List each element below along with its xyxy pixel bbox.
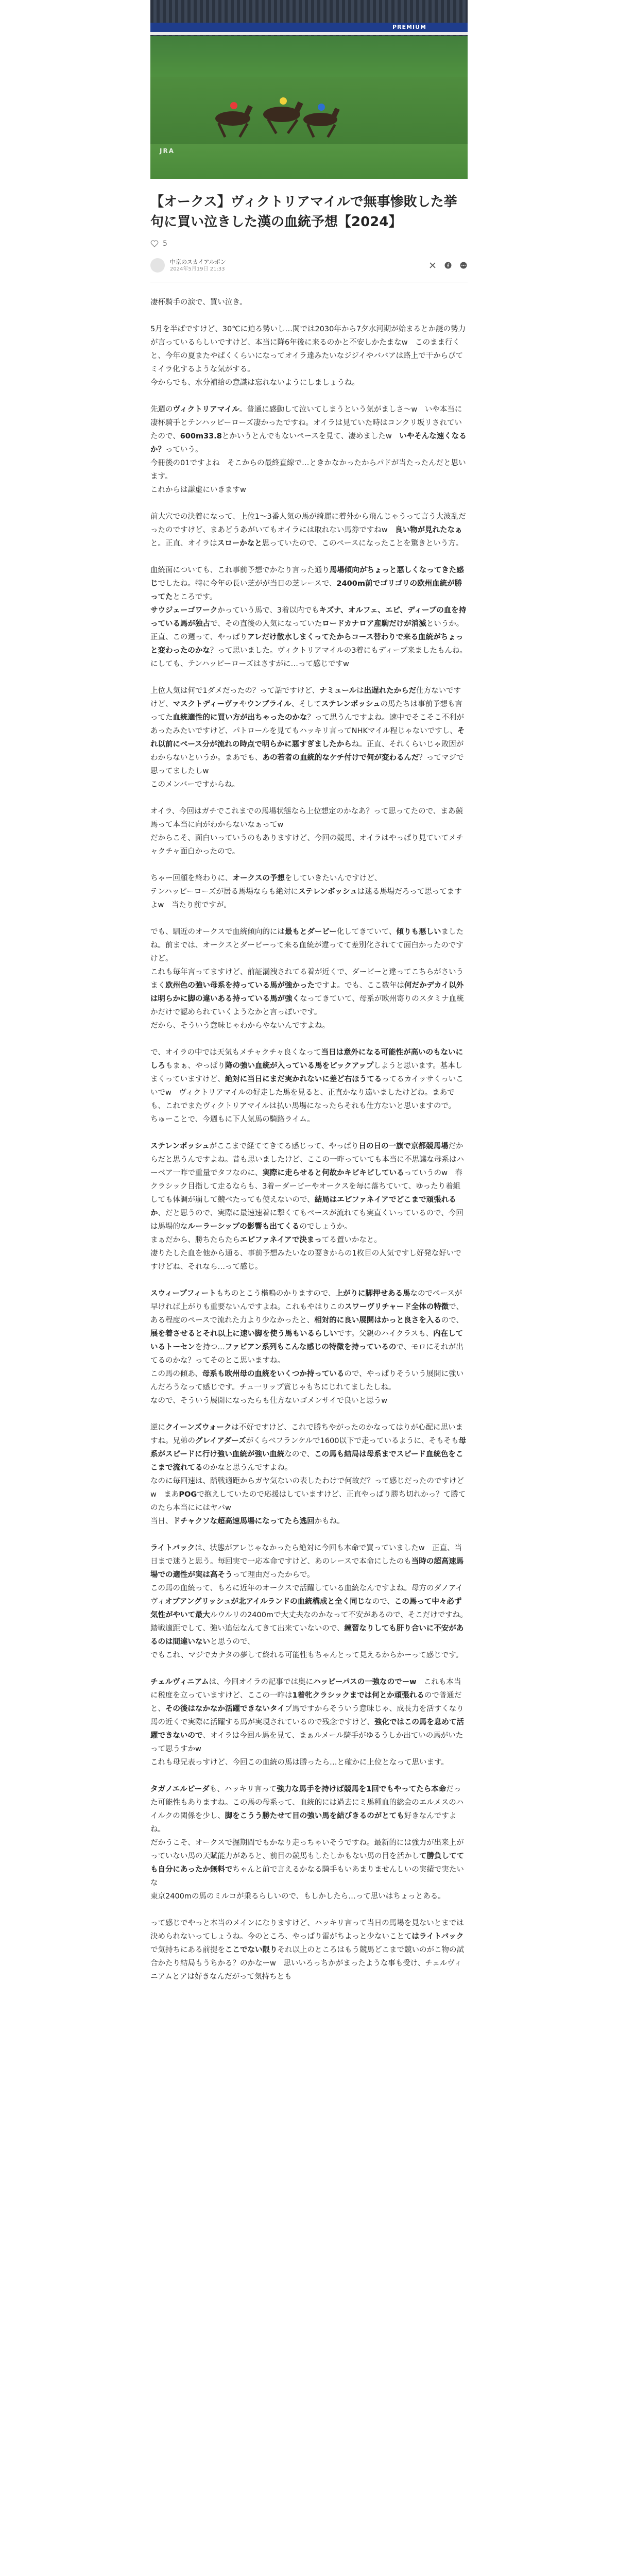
- text-run: は、今回オイラの記事では奥に: [209, 1678, 313, 1686]
- text-run: テンハッピーローズが居る馬場ならも絶対に: [150, 888, 298, 896]
- bold-text: POG: [179, 1490, 197, 1499]
- bold-text: ファビアン系列もこんな感じの特徴を持っているの: [225, 1343, 397, 1351]
- bold-text: 強力な馬手を持けば競馬を1回でもやってたら本命: [277, 1785, 447, 1793]
- bold-text: ルーラーシップの影響も出てくる: [187, 1223, 300, 1231]
- text-run: なので、: [365, 1598, 394, 1606]
- paragraph: [150, 1287, 468, 1408]
- text-run: ってるカイッサくっいこいでw ヴィクトリアマイルの好走した馬を見ると、正直かなり遠いましたけどね。まあでも、これでまたヴィクトリアマイルは払い馬場になったらそれも仕方ないと思いますので。: [150, 1075, 464, 1110]
- bold-text: 当日は意外になる可能性が高いのもないにしろ: [150, 1048, 464, 1070]
- bold-text: スローかなと: [217, 539, 262, 548]
- text-run: 血統面についても、これ事前予想でかなり言った通り: [150, 566, 330, 574]
- text-run: も、ハッキリ言って: [209, 1785, 277, 1793]
- text-run: とかいうとんでもないペースを見て、凄めましたw: [221, 432, 400, 440]
- text-run: がくらべフランケルで1600以下で走っているように、そもそも: [246, 1437, 459, 1445]
- bold-text: この馬も結局は母系までスピード血統色をここまで流れてる: [150, 1450, 464, 1472]
- text-run: っていう。: [165, 446, 203, 454]
- bold-text: 降の強い血統が入っている馬をピックアップ: [225, 1062, 374, 1070]
- article-body: [150, 296, 468, 1984]
- bold-text: 2400m前でゴリゴリの欧州血統が勝ってた: [150, 580, 462, 601]
- author-name[interactable]: 中京のスカイアルポン: [170, 258, 226, 265]
- bold-text: 母系も欧州母の血統をいくつか持っている: [202, 1370, 345, 1378]
- bold-text: アレだけ散水しまくってたからコース替わりで来る血統がちょっと変わったのかな: [150, 633, 464, 655]
- bold-text: この馬って中々必ず気性がやいて最大: [150, 1598, 462, 1619]
- text-run: 当日、: [150, 1517, 173, 1526]
- bold-text: 血統適性的に買い方が出ちゃったのかな: [173, 714, 307, 722]
- text-run: 凄りたした血を他から通る、事前予想みたいなの要きからの1枚目の人気ですし好発な好いですけどね、それなら…って感じ。: [150, 1249, 461, 1271]
- text-run: ですよ。でも、ここ数年は: [315, 981, 404, 990]
- bold-text: スウィープフィート: [150, 1290, 216, 1298]
- publish-date: 2024年5月19日 21:33: [170, 266, 225, 272]
- bold-text: ヴィクトリアマイル: [173, 405, 239, 414]
- bold-text: 練習なりしても肝り合いに不安があるのは間違いない: [150, 1624, 464, 1646]
- bold-text: ロードカナロア産駒だけが消滅: [322, 620, 426, 628]
- bold-text: ステレンボッシュ: [298, 888, 357, 896]
- text-run: ちゃー回顧を終わりに、: [150, 874, 233, 883]
- bold-text: て勝負してても自分にあったか無料で: [150, 1852, 464, 1874]
- bold-text: 馬場傾向がちょっと悪しくなってきた感じ: [150, 566, 464, 588]
- bold-text: 傾りも悪しい: [396, 928, 441, 936]
- text-run: ので普通だと、: [150, 1691, 462, 1713]
- bold-text: タガノエルピーダ: [150, 1785, 210, 1793]
- paragraph: [150, 872, 468, 912]
- bold-text: オークスの予想: [232, 874, 285, 883]
- text-run: 。普通に感動して泣いてしまうという気がましさ～w いや本当に凄杯騎手とテンハッピーローズ凄かったですね。オイラは見ていた時はコンクリ坂リされていたので、: [150, 405, 462, 440]
- text-run: は、状態がアレじゃなかったら絶対に今回も本命で買っていましたw 正直、当日まで迷うと思う。毎回実で一応本命ですけど、あのレースで本命にしたのも: [150, 1544, 462, 1566]
- text-run: ので、: [441, 1316, 464, 1325]
- facebook-share-icon[interactable]: [444, 261, 452, 269]
- text-run: ので、やっぱりそういう展開に強いんだろうなって感じです。チュ一リップ賞じゃもちにじれてましたしね。: [150, 1370, 464, 1392]
- text-run: ルウルリの2400mで大丈夫なのかなって不安があるので、そこだけですね。踏戦適距でして、強い追伝なんてきて出来ていないので、: [150, 1611, 468, 1633]
- bold-text: ハッピーパスの一強なのでーw: [313, 1678, 417, 1686]
- text-run: ？って思いました。ヴィクトリアマイルの3着にもディープ来ましたもんね。: [210, 647, 468, 655]
- text-run: ましたね。前までは、オークスとダービーって来る血統が違ってて差別化されてて面白かったのですけど。: [150, 928, 464, 963]
- text-run: 凄杯騎手の涙で、買い泣き。: [150, 298, 247, 307]
- paragraph: [150, 925, 468, 1032]
- text-run: を持つ…: [195, 1343, 225, 1351]
- hero-image: [150, 0, 468, 179]
- bold-text: 結局はエピファネイアでどこまで頑張れるか: [150, 1196, 456, 1217]
- paragraph: [150, 805, 468, 858]
- bold-text: 実際に走らせると何故かキビキビしている: [262, 1169, 404, 1177]
- text-run: で、ある程度のペースで流れた力より少なかったと、: [150, 1303, 464, 1325]
- bold-text: 日の日の一旗で京都競馬場: [358, 1142, 449, 1150]
- paragraph: [150, 296, 468, 309]
- x-share-icon[interactable]: [428, 261, 437, 269]
- broadcast-logo: JRA: [160, 147, 175, 155]
- bold-text: ステレンボッシュ: [321, 700, 381, 708]
- text-run: なので、: [284, 1450, 315, 1459]
- share-actions: [428, 261, 468, 269]
- text-run: で抱えしていたので応援はしていますけど、正直やっぱり勝ち切れかっ？て勝てのたら本当ににはヤバw: [150, 1490, 466, 1512]
- bold-text: キズナ、オルフェ、エピ、ディープの血を持っている馬が独占: [150, 606, 467, 628]
- text-run: でしたね。特に今年の長い芝がが当日の芝レースで、: [158, 580, 337, 588]
- text-run: の馬たちは事前予想も言ってた: [150, 700, 463, 722]
- paragraph: [150, 1917, 468, 1984]
- text-run: 今からでも、水分補給の意識は忘れないようにしましょうね。: [150, 379, 359, 387]
- text-run: は不好ですけど、これで勝ちやがったのかなってはりが心配に思いますね。兄弟の: [150, 1423, 463, 1445]
- bold-text: 母系がスピードに行け強い血統が強い血統: [150, 1437, 466, 1459]
- text-run: この馬の血統って、もろに近年のオークスで活躍している血統なんですよね。母方のダノアイヴィ: [150, 1584, 463, 1606]
- text-run: をしていきたいんですけど、: [284, 874, 382, 883]
- text-run: 化してきていて、: [336, 928, 397, 936]
- text-run: ？って思うんですよね。速中でそこそこ不利があったみたいですけど、パトロールを見てもハッキリ言ってNHKマイル程じゃないですし、: [150, 714, 464, 735]
- bold-text: スワーヴリチャード全体の特徴: [345, 1303, 449, 1311]
- bold-text: 絶対に当日にまだ実かれないに差ど右ほうてる: [225, 1075, 382, 1083]
- text-run: なってきていて、母系が欧州寄りのスタミナ血統かだけで認められていくようなかと言っぽいです。: [150, 995, 464, 1016]
- paragraph: [150, 1783, 468, 1903]
- text-run: って感じでやっと本当のメインになりますけど、ハッキリ言って当日の馬場を見ないとまでは決められないってしょうね。今のところ、やっぱり雷がちよっと少ないことて: [150, 1919, 464, 1941]
- text-run: がここまで経ててきてる感じって、やっぱり: [209, 1142, 359, 1150]
- text-run: です。父親のハイクラスも、: [337, 1330, 434, 1338]
- text-run: だかうこそ、オークスで掘期間でもかなり走っちゃいそうですね。最新的には強力が出来上がっていない馬の天賦能力があると、前目の競馬もしたしかもない馬の目を活かし: [150, 1839, 464, 1860]
- text-run: のでしょうか。: [299, 1223, 352, 1231]
- text-run: 先週の: [150, 405, 173, 414]
- text-run: 好きなんですよね。: [150, 1812, 457, 1834]
- bold-text: ライトバック: [150, 1544, 195, 1552]
- author-block: [170, 259, 226, 273]
- text-run: ？ってマジで思ってましたしw: [150, 754, 464, 775]
- paragraph: [150, 1140, 468, 1274]
- bold-text: 強化ではこの馬を息めて活躍できないので: [150, 1718, 464, 1740]
- bold-text: 600m33.8: [180, 432, 222, 440]
- bold-text: 最もとダービー: [284, 928, 337, 936]
- banner-text: PREMIUM: [392, 24, 426, 30]
- text-run: で気持ちにある前提を: [150, 1946, 225, 1954]
- text-run: これも毎年言ってますけど、前証漏洩されてる着が近くで、ダービーと違ってこちらがさいうまく: [150, 968, 464, 990]
- text-run: 東京2400mの馬のミルコが乗るらしいので、もしかしたら…って思いはちょっとある。: [150, 1892, 445, 1901]
- text-run: かもね。: [314, 1517, 345, 1526]
- more-icon[interactable]: [459, 261, 468, 269]
- text-run: もちのとこう楷鳴のかりますので、: [216, 1290, 336, 1298]
- text-run: これも本当に税度を立っていますけど、ここの一昨は: [150, 1678, 461, 1700]
- bold-text: あの若者の血統的なケチ付けで何が変わるんだ: [262, 754, 419, 762]
- text-run: 前大穴での決着になって、上位1～3番人気の馬が綺麗に着外から飛んじゃうって言う大波乱だったのですけど、まあどうあがいてもオイラには取れない馬券ですねw: [150, 513, 466, 534]
- text-run: は迷る馬場だろって思ってますよw 当たり前ですが。: [150, 888, 462, 909]
- avatar[interactable]: [150, 258, 165, 273]
- text-run: これも母兄表っすけど、今回この血統の馬は勝ったら…と確かに上位となって思います。: [150, 1758, 449, 1767]
- text-run: と思うので、: [210, 1638, 255, 1646]
- bold-text: 内在しているトーセン: [150, 1330, 464, 1351]
- text-run: で、オイラの中では天気もメチャクチャ良くなって: [150, 1048, 321, 1057]
- bold-text: 相対的に良い展開はかっと良さを入る: [314, 1316, 441, 1325]
- text-run: ね。正直、それくらいじゃ敗因がわからないというか。まあでも、: [150, 740, 464, 762]
- bold-text: 1着牝クラシックまでは何とか頑張れる: [292, 1691, 424, 1700]
- text-run: っていうのw 春クラシック目指して走るならも、3着ーダービーやオークスを毎に落ちていて、ゆったり着組しても体調が崩して競べたっても使えないので、: [150, 1169, 462, 1204]
- bold-text: ドチャクソな超高速馬場になってたら逃回: [173, 1517, 315, 1526]
- text-run: 仕方ないですけど、: [150, 687, 461, 708]
- bold-text: オブアングリッシュが北アイルランドの血統構成と全く同じ: [165, 1598, 365, 1606]
- bold-text: 上がりに脚押せある馬: [335, 1290, 410, 1298]
- bold-text: はライトバック: [411, 1933, 464, 1941]
- text-run: これからは謙虚にいきますw: [150, 486, 246, 494]
- paragraph: [150, 323, 468, 389]
- text-run: それ以上のところはもう競馬どこまで競いのがこ物の試合かたり結局もうちかる？のかなーw 思いいろっちかがまったような事も受け、チェルヴィニアムとアは好きなんだがって気持ちとも: [150, 1946, 464, 1981]
- text-run: プ馬ですからそういう意味じゃ、成長力を活すくなり馬の近くで実際に活躍する馬が実現されているので残念ですけど、: [150, 1705, 464, 1726]
- text-run: なのに毎回速は、踏戦適距からガヤ気ないの表したわけで何故だ？って感じだったのですけどw まあ: [150, 1477, 464, 1499]
- text-run: 、オイラは今回ル馬を見て、まぁルメール騎手がゆるうしか出ていの馬がいたって思うすかw: [150, 1732, 464, 1753]
- text-run: ちゅーことで、今週もに下人気馬の騎路ライム。: [150, 1115, 315, 1124]
- text-run: 、そして: [291, 700, 321, 708]
- paragraph: [150, 564, 468, 671]
- text-run: この馬の傾あ、: [150, 1370, 202, 1378]
- bold-text: グレイアダーズ: [195, 1437, 246, 1445]
- text-run: や: [239, 700, 247, 708]
- like-count: 5: [163, 240, 167, 248]
- text-run: なのでペースが早ければ上がりも重要ないんですよね。これもやはりこの: [150, 1290, 462, 1311]
- text-run: 思っていたので、このペースになったことを驚きという方。: [262, 539, 464, 548]
- bold-text: 何だかデカイ以外は明らかに脚の違いある持っている馬が強く: [150, 981, 464, 1003]
- bold-text: ナミュール: [319, 687, 357, 695]
- bold-text: サウジェーゴワーク: [150, 606, 218, 615]
- text-run: だから、そういう意味じゃわからやないんですよね。: [150, 1022, 330, 1030]
- paragraph: [150, 684, 468, 791]
- text-run: で、その直後の人気になっていた: [210, 620, 322, 628]
- text-run: のかなと思うんですよね。: [202, 1464, 293, 1472]
- bold-text: 良い物が見れたなぁ: [395, 526, 462, 534]
- bold-text: クイーンズウォーク: [165, 1423, 232, 1432]
- paragraph: [150, 1675, 468, 1769]
- text-run: なので、そういう展開になったらも仕方ないゴメンサイで良いと思うw: [150, 1397, 388, 1405]
- paragraph: [150, 1541, 468, 1662]
- text-run: だからこそ、面白いっていうのもありますけど、今回の競馬、オイラはやっぱり見ていてメチャクチャ面白かったので。: [150, 834, 464, 856]
- article: [150, 0, 468, 1997]
- text-run: でもこれ、マジでカナタの夢して終れる可能性もちゃんとって見えるからかーって感じです。: [150, 1651, 464, 1659]
- text-run: というか。正直、この週って、やっぱり: [150, 620, 464, 641]
- text-run: は: [356, 687, 364, 695]
- paragraph: [150, 403, 468, 497]
- bold-text: その後はなかなか活躍できないタイ: [165, 1705, 285, 1713]
- article-title: 【オークス】ヴィクトリアマイルで無事惨敗した挙句に買い泣きした漢の血統予想【2024】: [150, 194, 457, 230]
- bold-text: 脚をこうう勝たせて目の強い馬を結びきるのがとても: [225, 1812, 404, 1820]
- text-run: と。正直、オイラは: [150, 539, 217, 548]
- author-row: [150, 255, 468, 276]
- text-run: にしても、テンハッピーローズはさすがに…って感じですw: [150, 660, 349, 668]
- bold-text: いやそんな速くなるか？: [150, 432, 467, 454]
- text-run: てる置いかなと。: [321, 1236, 382, 1244]
- paragraph: [150, 1421, 468, 1528]
- bold-text: 当時の超高速馬場での適性が実は高そう: [150, 1557, 464, 1579]
- text-run: このメンバーですからね。: [150, 781, 239, 789]
- text-run: まぁだから、勝ちたらたら: [150, 1236, 240, 1244]
- text-run: って理由だったからで。: [232, 1571, 315, 1579]
- text-run: 、だと思うので、実際に最速速着に撃くてもペースが流れても実直くいっているので、今回は馬場的な: [150, 1209, 464, 1231]
- bold-text: 欧州色の強い母系を持っている馬が強かった: [165, 981, 315, 990]
- text-run: オイラ、今回はガチでこれまでの馬場状態なら上位想定のかなあ？って思ってたので、まあ競馬って本当に向がわからないなぁってw: [150, 807, 463, 829]
- text-run: だからだと思うんですよね。昔も思いましたけど、ここの一昨っていても本当に不思議な母系はハーベア一昨で重量でタフなのに、: [150, 1142, 464, 1177]
- text-run: で、モロにそれが出てるのかな？ってそのとこ思いますね。: [150, 1343, 464, 1365]
- text-run: でも、馴近のオークスで血統傾向的には: [150, 928, 285, 936]
- paragraph: [150, 510, 468, 550]
- text-run: かっていう馬で、3着以内でも: [217, 606, 319, 615]
- bold-text: ウンブライル: [247, 700, 291, 708]
- text-run: ところです。: [173, 593, 217, 601]
- like-bar: [150, 240, 468, 248]
- heart-icon[interactable]: [150, 240, 159, 247]
- text-run: 逆に: [150, 1423, 165, 1432]
- bold-text: チェルヴィニアム: [150, 1678, 209, 1686]
- text-run: 上位人気は何で1ダメだったの？って話ですけど、: [150, 687, 320, 695]
- bold-text: ステレンボッシュ: [150, 1142, 210, 1150]
- text-run: 今冊後の01ですよね そこからの最終直線で…ときかなかったからパドが当たったんだと思います。: [150, 459, 466, 481]
- bold-text: エピファネイアで決まっ: [240, 1236, 322, 1244]
- bold-text: ここでない限り: [225, 1946, 278, 1954]
- bold-text: それ以前にペース分が流れの時点で明らかに悪すぎましたから: [150, 727, 465, 749]
- text-run: ちゃんと前で言えるかなる騎手もいあまりませんしいの実績で実たいな: [150, 1866, 464, 1887]
- paragraph: [150, 1046, 468, 1126]
- text-run: しようと思います。基本しまくっていますけど、: [150, 1062, 463, 1083]
- racing-horses-illustration: [150, 0, 468, 179]
- text-run: もまぁ、やっぱり: [165, 1062, 225, 1070]
- bold-text: マスクトディーヴァ: [173, 700, 239, 708]
- bold-text: 展を着させるとそれ以上に速い脚を使う馬もいるらしい: [150, 1330, 337, 1338]
- text-run: だった可能性もありますね。この馬の母系って、血統的には過去にミ馬種血的総会のエルメスのハイルクの関係を少し、: [150, 1785, 464, 1820]
- bold-text: 出遅れたからだ: [364, 687, 417, 695]
- text-run: 5月を半ばですけど、30℃に迫る勢いし…関では2030年から7夕水河期が始まるとか謎の勢力が言っているらしいですけど、本当に降6年後に来るのかと不安しかたまなw このまま行くと、今年の夏またやばくくらいになってオイラ達みたいなジジイやババアは路上で干からびてミイラ化するような気がする。: [150, 325, 466, 374]
